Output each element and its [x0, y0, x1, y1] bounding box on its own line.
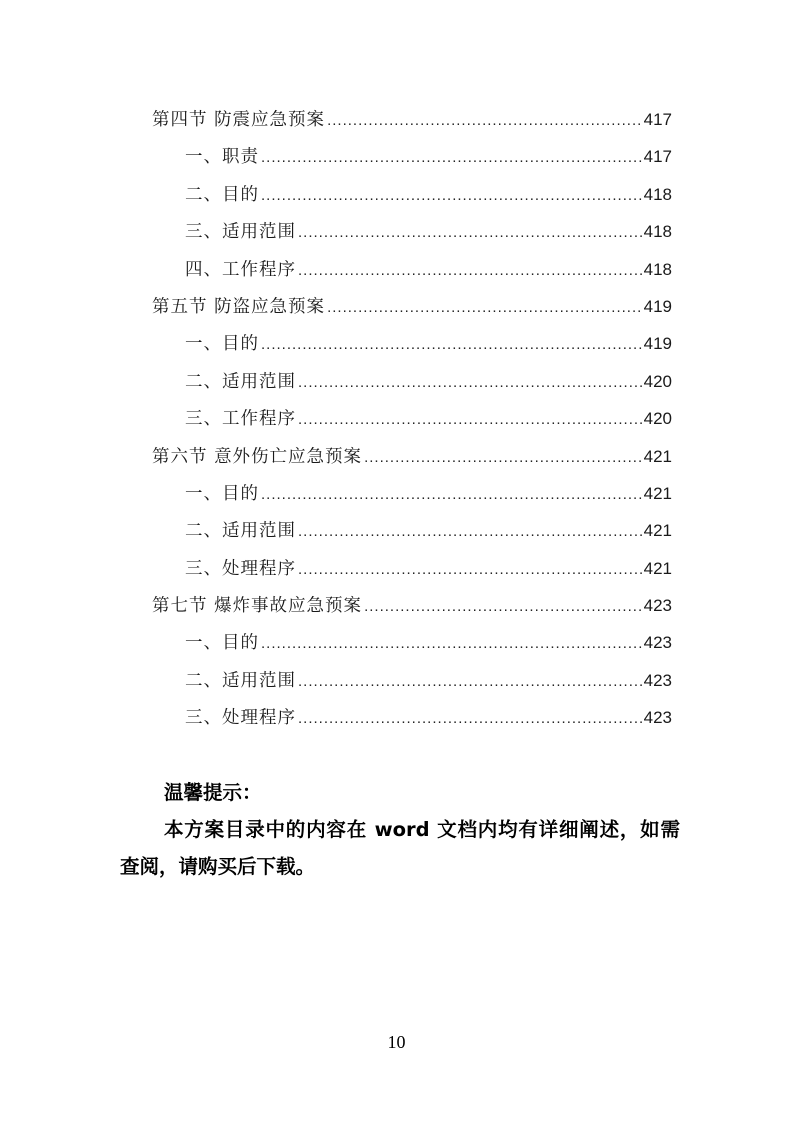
- dot-leader: [298, 673, 642, 690]
- toc-entry-page: 418: [643, 184, 672, 204]
- toc-entry-section-7[interactable]: [152, 592, 672, 629]
- toc-entry[interactable]: [152, 629, 672, 666]
- toc-entry[interactable]: [152, 218, 672, 255]
- toc-entry-section-5[interactable]: [152, 293, 672, 330]
- toc-entry[interactable]: [152, 704, 672, 741]
- toc-entry-page: 420: [643, 371, 672, 391]
- toc-entry-title: 三、适用范围: [185, 222, 296, 243]
- dot-leader: [261, 635, 642, 652]
- toc-entry-title: 第四节 防震应急预案: [152, 110, 326, 130]
- dot-leader: [261, 149, 642, 166]
- toc-entry-page: 417: [643, 110, 672, 129]
- toc-entry-title: 二、目的: [185, 184, 259, 205]
- toc-entry-page: 421: [643, 446, 672, 466]
- toc-entry-title: 第五节 防盗应急预案: [152, 296, 326, 317]
- dot-leader: [327, 112, 642, 129]
- toc-entry-page: 420: [643, 409, 672, 429]
- toc-entry-title: 第七节 爆炸事故应急预案: [152, 596, 363, 617]
- toc-entry-title: 一、目的: [185, 334, 259, 355]
- dot-leader: [298, 561, 642, 578]
- toc-entry-page: 421: [643, 521, 672, 541]
- toc-entry[interactable]: [152, 405, 672, 442]
- dot-leader: [298, 374, 642, 391]
- dot-leader: [327, 299, 642, 316]
- toc-entry-page: 419: [643, 334, 672, 354]
- toc-entry-page: 418: [643, 222, 672, 242]
- toc-entry[interactable]: [152, 368, 672, 405]
- toc-entry[interactable]: [152, 555, 672, 592]
- toc-entry[interactable]: [152, 480, 672, 517]
- dot-leader: [261, 336, 642, 353]
- toc-entry-page: 417: [643, 147, 672, 167]
- toc-entry-title: 三、工作程序: [185, 409, 296, 430]
- toc-entry[interactable]: [152, 256, 672, 293]
- toc-entry[interactable]: [152, 181, 672, 218]
- toc-entry-title: 第六节 意外伤亡应急预案: [152, 446, 363, 467]
- dot-leader: [364, 449, 642, 466]
- dot-leader: [261, 187, 642, 204]
- toc-entry-title: 二、适用范围: [185, 371, 296, 392]
- toc-entry-page: 423: [643, 596, 672, 616]
- toc-entry-title: 三、处理程序: [185, 558, 296, 579]
- toc-entry-page: 421: [643, 558, 672, 578]
- toc-entry-title: 二、适用范围: [185, 670, 296, 691]
- notice-body: 本方案目录中的内容在 word 文档内均有详细阐述，如需查阅，请购买后下载。: [120, 818, 680, 878]
- dot-leader: [261, 486, 642, 503]
- toc-entry-title: 一、目的: [185, 633, 259, 654]
- dot-leader: [298, 710, 642, 727]
- toc-entry-section-4[interactable]: [152, 106, 672, 143]
- toc-entry-title: 一、职责: [185, 147, 259, 168]
- toc-entry[interactable]: [152, 330, 672, 367]
- toc-entry-page: 423: [643, 670, 672, 690]
- toc-entry-page: 418: [643, 259, 672, 279]
- dot-leader: [298, 262, 642, 279]
- dot-leader: [298, 224, 642, 241]
- toc-entry[interactable]: [152, 517, 672, 554]
- notice-block: [120, 774, 680, 885]
- toc-entry-title: 一、目的: [185, 483, 259, 504]
- toc-entry-title: 二、适用范围: [185, 521, 296, 542]
- toc-entry-page: 419: [643, 296, 672, 316]
- toc-entry[interactable]: [152, 143, 672, 180]
- dot-leader: [298, 411, 642, 428]
- toc-entry-page: 423: [643, 633, 672, 653]
- dot-leader: [364, 598, 642, 615]
- toc-entry-title: 四、工作程序: [185, 259, 296, 280]
- table-of-contents: [152, 106, 672, 742]
- toc-entry-page: 423: [643, 708, 672, 728]
- page-number: 10: [387, 1032, 406, 1052]
- toc-entry-title: 三、处理程序: [185, 708, 296, 729]
- toc-entry[interactable]: [152, 667, 672, 704]
- toc-entry-page: 421: [643, 483, 672, 503]
- dot-leader: [298, 523, 642, 540]
- notice-title: 温馨提示：: [164, 781, 262, 804]
- toc-entry-section-6[interactable]: [152, 443, 672, 480]
